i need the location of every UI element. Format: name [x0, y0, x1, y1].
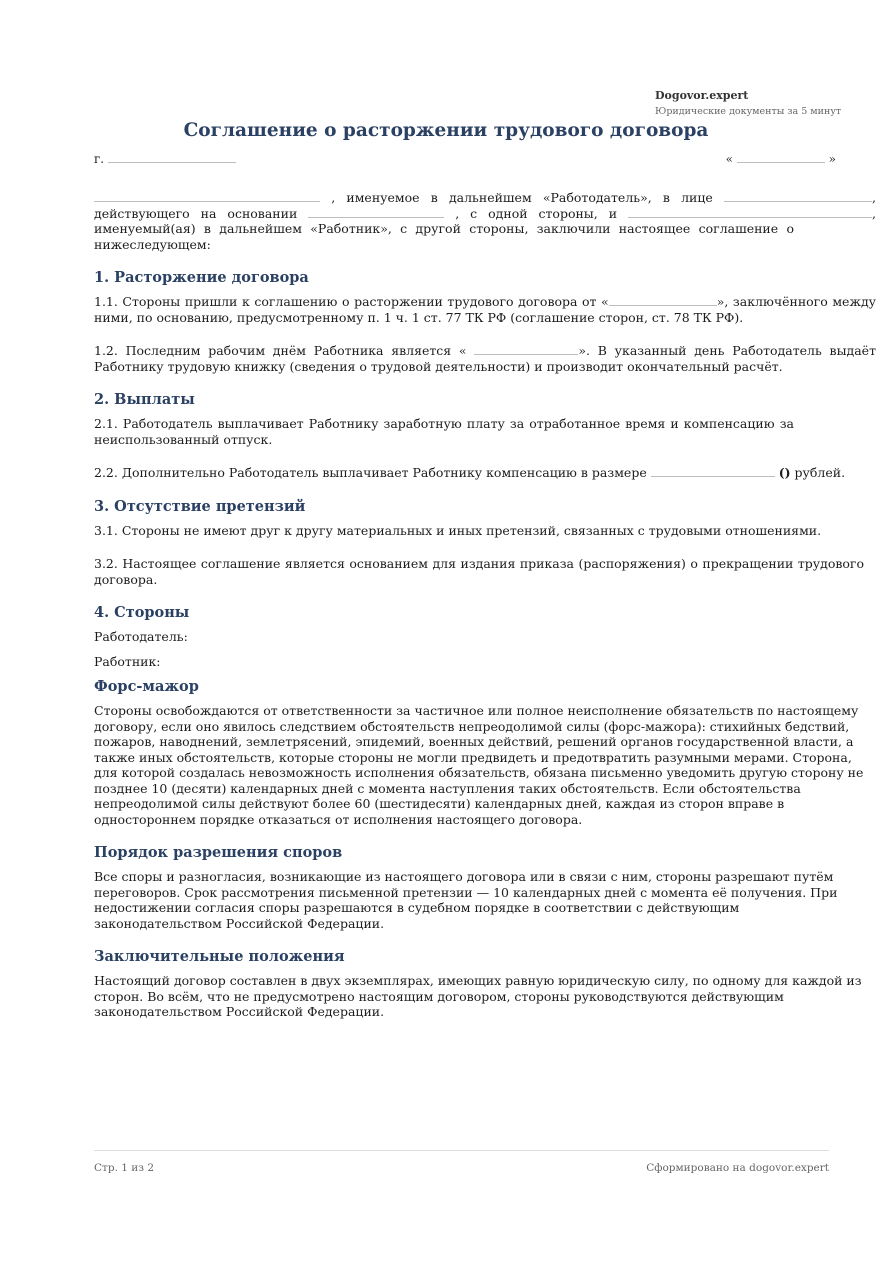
date-field [726, 151, 836, 166]
brand-block [655, 88, 855, 119]
clause-1-1 [94, 294, 876, 325]
disputes-text: Все споры и разногласия, возникающие из настоящего договора или в связи с ним, стороны разрешают путём переговоров. Срок рассмотрения письменной претензии — 10 календарных дней с момента её получения. При недостижении согласия споры разрешаются в судебном порядке в соответствии с действующим законодательством Российской Федерации. [94, 869, 838, 931]
force-majeure-text: Стороны освобождаются от ответственности за частичное или полное неисполнение обязательств по настоящему договору, если оно явилось следствием обстоятельств непреодолимой силы (форс-мажора): стихийных бедствий, пожаров, наводнений, землетрясений, эпидемий, военных действий, решений органов государственной власти, а также иных обстоятельств, которые стороны не могли предвидеть и предотвратить разумными мерами. Сторона, для которой создалась невозможность исполнения обязательств, обязана письменно уведомить другую сторону не позднее 10 (десяти) календарных дней с момента наступления таких обстоятельств. Если обстоятельства непреодолимой силы действуют более 60 (шестидесяти) календарных дней, каждая из сторон вправе в одностороннем порядке отказаться от исполнения настоящего договора. [94, 703, 864, 827]
employer-label: Работодатель: [94, 629, 188, 644]
intro-comma-2: , [872, 205, 876, 221]
clause-2-2-text: 2.2. Дополнительно Работодатель выплачивает Работнику компенсацию в размере [94, 465, 647, 480]
clause-2-2 [94, 465, 876, 481]
intro-basis-text: действующего на основании [94, 205, 298, 221]
date-open-quote: « [725, 152, 733, 166]
clause-1-2-text-b: ». В указанный день Работодатель выдаёт Работнику трудовую книжку (сведения о трудовой деятельности) и производит окончательный расчёт. [94, 343, 876, 374]
currency-text: рублей. [794, 465, 846, 480]
clause-1-2 [94, 343, 876, 374]
clause-1-2-text-a: 1.2. Последним рабочим днём Работника является « [94, 343, 467, 358]
intro-line-2 [94, 206, 876, 222]
document-body [94, 190, 876, 1020]
section-1-heading: 1. Расторжение договора [94, 269, 309, 286]
disputes-heading: Порядок разрешения споров [94, 844, 343, 861]
basis-blank [308, 206, 444, 218]
intro-comma: , [872, 190, 876, 205]
contract-date-blank [609, 294, 717, 306]
compensation-words: () [778, 465, 791, 480]
place-blank [108, 151, 236, 163]
final-provisions-heading: Заключительные положения [94, 948, 345, 965]
intro-line-3: именуемый(ая) в дальнейшем «Работник», с другой стороны, заключили настоящее соглашение о нижеследующем: [94, 221, 794, 252]
footer-generated: Сформировано на dogovor.expert [646, 1162, 829, 1174]
brand-tagline: Юридические документы за 5 минут [655, 106, 842, 117]
place-date-line [94, 151, 836, 167]
clause-2-1: 2.1. Работодатель выплачивает Работнику заработную плату за отработанное время и компенсацию за неиспользованный отпуск. [94, 416, 794, 447]
place-prefix: г. [94, 152, 105, 166]
brand-name: Dogovor.expert [655, 89, 749, 102]
intro-party-text: , с одной стороны, и [455, 205, 618, 221]
clause-1-1-text-b: », заключённого между ними, по основанию, предусмотренному п. 1 ч. 1 ст. 77 ТК РФ (соглашение сторон, ст. 78 ТК РФ). [94, 294, 876, 325]
employer-rep-blank [724, 190, 872, 202]
employer-name-blank [94, 190, 320, 202]
force-majeure-heading: Форс-мажор [94, 678, 199, 695]
last-day-blank [474, 343, 578, 355]
intro-line-1 [94, 190, 876, 206]
document-title: Соглашение о расторжении трудового договора [183, 120, 709, 141]
intro-text: , именуемое в дальнейшем «Работодатель», в лице [331, 190, 713, 205]
section-2-heading: 2. Выплаты [94, 391, 195, 408]
date-close-quote: » [828, 152, 836, 166]
date-blank [737, 151, 825, 163]
clause-3-1: 3.1. Стороны не имеют друг к другу материальных и иных претензий, связанных с трудовыми отношениями. [94, 522, 822, 538]
employee-label: Работник: [94, 653, 161, 669]
footer-divider [94, 1150, 829, 1151]
section-3-heading: 3. Отсутствие претензий [94, 497, 306, 515]
section-4-heading: 4. Стороны [94, 604, 190, 621]
page-number: Стр. 1 из 2 [94, 1162, 155, 1174]
final-provisions-text: Настоящий договор составлен в двух экземплярах, имеющих равную юридическую силу, по одному для каждой из сторон. Во всём, что не предусмотрено настоящим договором, стороны руководствуются действующим законодательством Российской Федерации. [94, 973, 862, 1019]
clause-1-1-text-a: 1.1. Стороны пришли к соглашению о расторжении трудового договора от « [94, 294, 609, 309]
clause-3-2: 3.2. Настоящее соглашение является основанием для издания приказа (распоряжения) о прекращении трудового договора. [94, 556, 864, 587]
compensation-amount-blank [651, 465, 775, 477]
employee-name-blank [628, 206, 872, 218]
place-field [94, 151, 236, 166]
